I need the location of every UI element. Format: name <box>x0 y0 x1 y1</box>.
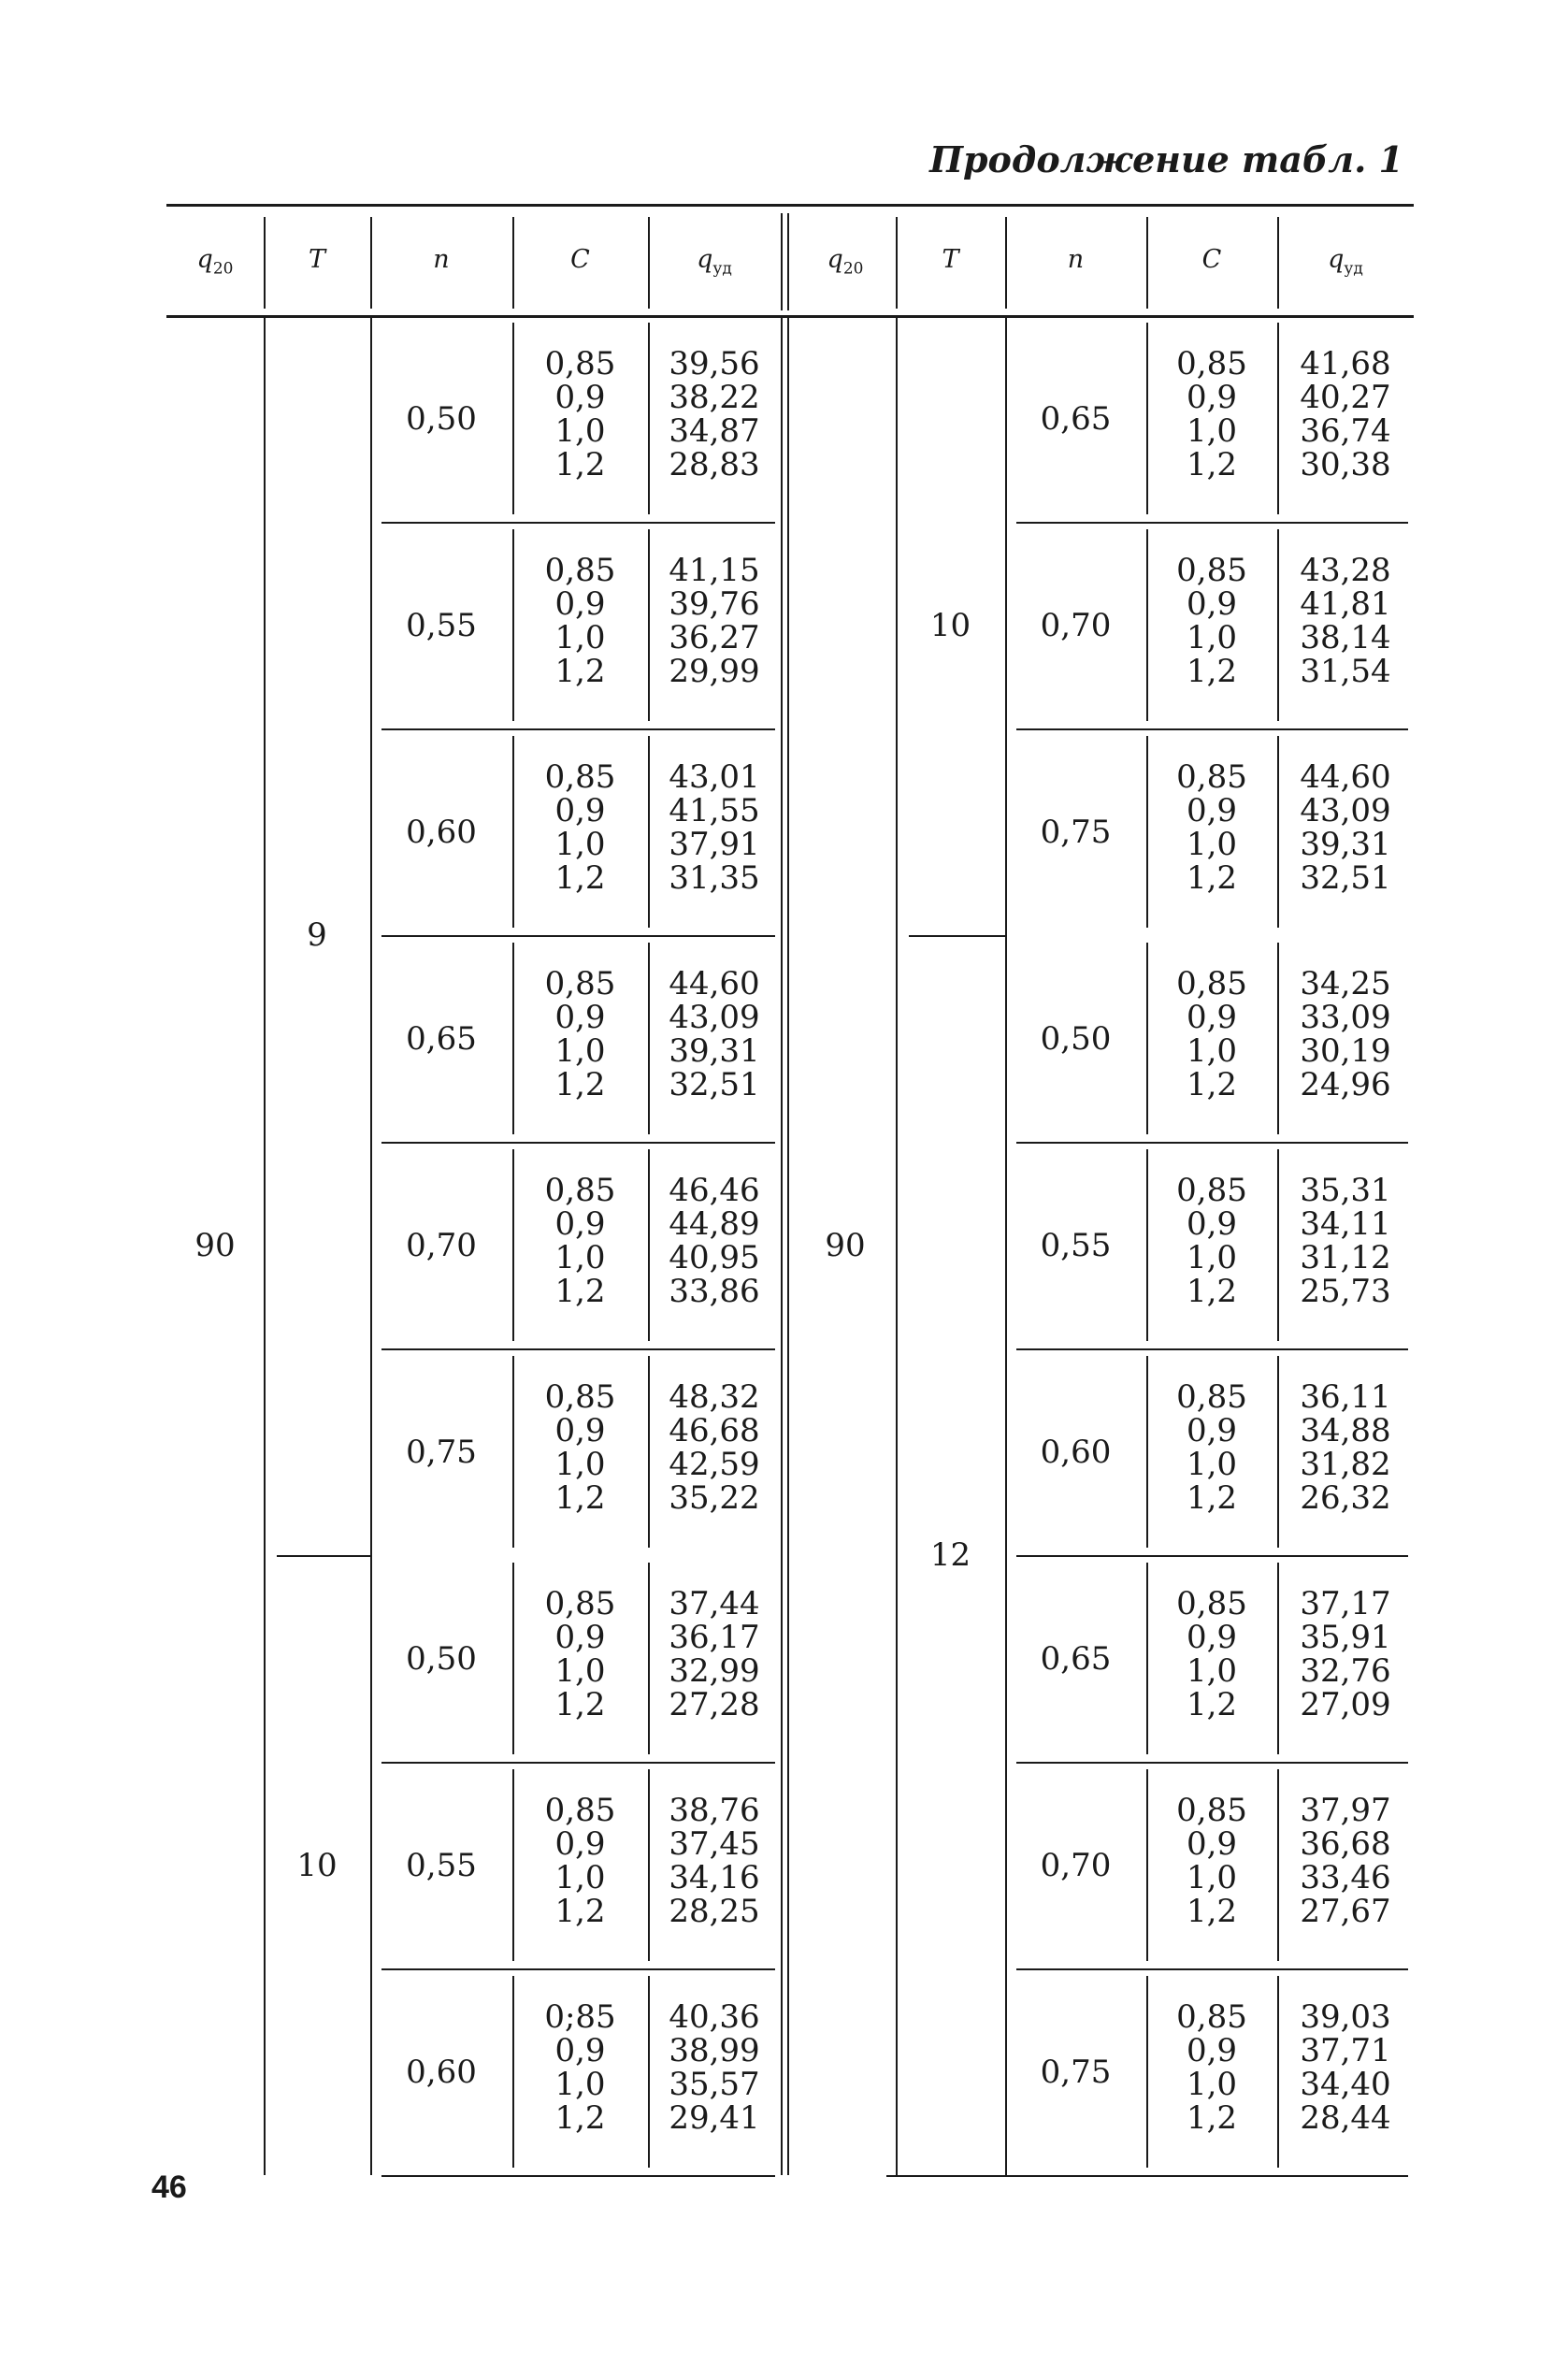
h-rule <box>381 1762 775 1764</box>
left-C-value: 0,85 <box>544 552 616 589</box>
left-C-value: 0,9 <box>554 1205 606 1243</box>
right-C-value: 1,2 <box>1186 1273 1238 1310</box>
right-C-value: 1,0 <box>1186 1446 1238 1483</box>
left-q-value: 35,57 <box>669 2066 760 2103</box>
left-q-value: 44,89 <box>669 1205 760 1243</box>
right-C-value: 1,0 <box>1186 412 1238 450</box>
left-C-value: 0,85 <box>544 758 616 796</box>
right-q-value: 37,97 <box>1300 1792 1391 1829</box>
right-C-value: 0,85 <box>1176 1585 1247 1622</box>
right-q-value: 37,17 <box>1300 1585 1391 1622</box>
right-header-T <box>896 245 1005 274</box>
right-header-qud-subscript: уд <box>1344 259 1363 279</box>
left-q-value: 31,35 <box>669 859 760 897</box>
left-header-C-symbol: C <box>570 245 590 274</box>
h-rule <box>381 1142 775 1144</box>
right-header-C <box>1146 245 1277 274</box>
h-rule <box>166 204 1414 207</box>
h-rule <box>909 935 1005 937</box>
left-C-value: 1,2 <box>554 1479 606 1517</box>
v-rule <box>781 213 783 310</box>
left-C-value: 1,2 <box>554 1893 606 1930</box>
right-q-value: 36,74 <box>1300 412 1391 450</box>
right-header-qud <box>1277 245 1414 278</box>
left-C-value: 0,9 <box>554 792 606 829</box>
right-q-value: 24,96 <box>1300 1066 1391 1103</box>
right-C-value: 0,9 <box>1186 1412 1238 1449</box>
left-q-value: 38,76 <box>669 1792 760 1829</box>
right-C-value: 0,85 <box>1176 345 1247 382</box>
left-n-value: 0,70 <box>406 1226 477 1264</box>
right-q-value: 31,12 <box>1300 1239 1391 1276</box>
h-rule <box>381 1968 775 1970</box>
left-header-n <box>370 245 512 274</box>
left-q-value: 38,99 <box>669 2032 760 2069</box>
right-n-value: 0,65 <box>1040 1639 1112 1678</box>
right-C-value: 0,9 <box>1186 792 1238 829</box>
right-q-value: 34,25 <box>1300 965 1391 1002</box>
left-q-value: 39,31 <box>669 1032 760 1070</box>
left-C-value: 1,2 <box>554 446 606 483</box>
left-q-value: 36,17 <box>669 1619 760 1656</box>
h-rule <box>1016 1968 1408 1970</box>
left-q-value: 35,22 <box>669 1479 760 1517</box>
left-T-value: 10 <box>296 1846 338 1884</box>
left-q-value: 48,32 <box>669 1378 760 1416</box>
right-C-value: 0,9 <box>1186 1825 1238 1863</box>
left-header-qud <box>648 245 781 278</box>
right-T-value: 10 <box>929 606 971 644</box>
right-C-value: 1,0 <box>1186 1239 1238 1276</box>
h-rule <box>886 2175 1408 2177</box>
left-header-q20 <box>166 245 264 278</box>
left-C-value: 0,9 <box>554 999 606 1036</box>
right-C-value: 1,2 <box>1186 859 1238 897</box>
left-n-value: 0,65 <box>406 1019 477 1058</box>
right-C-value: 0,9 <box>1186 999 1238 1036</box>
right-C-value: 1,0 <box>1186 619 1238 656</box>
left-q-value: 34,87 <box>669 412 760 450</box>
right-C-value: 1,2 <box>1186 1686 1238 1723</box>
right-C-value: 1,2 <box>1186 2099 1238 2137</box>
right-header-n <box>1005 245 1146 274</box>
right-n-value: 0,70 <box>1040 1846 1112 1884</box>
v-rule <box>787 315 789 2175</box>
left-n-value: 0,60 <box>406 2053 477 2091</box>
left-q-value: 38,22 <box>669 379 760 416</box>
right-q-value: 37,71 <box>1300 2032 1391 2069</box>
right-C-value: 0,85 <box>1176 1378 1247 1416</box>
left-q-value: 34,16 <box>669 1859 760 1896</box>
page-title: Продолжение табл. 1 <box>929 138 1403 180</box>
h-rule <box>381 2175 775 2177</box>
h-rule <box>381 1348 775 1350</box>
left-q-value: 37,44 <box>669 1585 760 1622</box>
left-C-value: 0,85 <box>544 1792 616 1829</box>
left-C-value: 0,85 <box>544 1378 616 1416</box>
right-C-value: 0,9 <box>1186 2032 1238 2069</box>
v-rule <box>1277 217 1279 309</box>
v-rule <box>264 315 266 2175</box>
v-rule <box>264 217 266 309</box>
v-rule <box>896 315 898 2175</box>
right-C-value: 1,0 <box>1186 2066 1238 2103</box>
left-q-value: 28,25 <box>669 1893 760 1930</box>
right-q-value: 43,09 <box>1300 792 1391 829</box>
right-q-value: 31,82 <box>1300 1446 1391 1483</box>
left-header-T <box>264 245 370 274</box>
left-C-value: 0,9 <box>554 379 606 416</box>
v-rule <box>787 213 789 310</box>
right-header-C-symbol: C <box>1201 245 1222 274</box>
page-number: 46 <box>151 2169 187 2205</box>
right-q-value: 40,27 <box>1300 379 1391 416</box>
left-C-value: 1,0 <box>554 1032 606 1070</box>
right-C-value: 0,85 <box>1176 965 1247 1002</box>
left-q-value: 44,60 <box>669 965 760 1002</box>
left-C-value: 1,2 <box>554 2099 606 2137</box>
right-C-value: 0,9 <box>1186 1205 1238 1243</box>
right-q-value: 36,68 <box>1300 1825 1391 1863</box>
left-q-value: 37,91 <box>669 826 760 863</box>
left-header-C <box>512 245 648 274</box>
h-rule <box>1016 728 1408 730</box>
left-header-q20-subscript: 20 <box>212 259 234 279</box>
right-n-value: 0,60 <box>1040 1433 1112 1471</box>
v-rule <box>781 315 783 2175</box>
left-C-value: 0,85 <box>544 965 616 1002</box>
right-q-value: 31,54 <box>1300 653 1391 690</box>
right-q-value: 43,28 <box>1300 552 1391 589</box>
left-C-value: 1,0 <box>554 2066 606 2103</box>
left-C-value: 0;85 <box>544 1998 616 2036</box>
left-C-value: 1,0 <box>554 412 606 450</box>
right-C-value: 1,0 <box>1186 1859 1238 1896</box>
left-C-value: 1,0 <box>554 1652 606 1690</box>
left-C-value: 1,0 <box>554 826 606 863</box>
right-q-value: 41,81 <box>1300 585 1391 623</box>
right-header-q20-symbol: q <box>827 245 843 274</box>
right-C-value: 1,2 <box>1186 653 1238 690</box>
left-n-value: 0,55 <box>406 606 477 644</box>
left-q-value: 29,41 <box>669 2099 760 2137</box>
h-rule <box>381 935 775 937</box>
left-C-value: 0,9 <box>554 1412 606 1449</box>
right-q-value: 38,14 <box>1300 619 1391 656</box>
left-q-value: 46,68 <box>669 1412 760 1449</box>
left-q-value: 39,56 <box>669 345 760 382</box>
right-C-value: 1,2 <box>1186 1066 1238 1103</box>
right-q-value: 27,09 <box>1300 1686 1391 1723</box>
left-C-value: 0,85 <box>544 345 616 382</box>
right-q-value: 30,38 <box>1300 446 1391 483</box>
h-rule <box>1016 522 1408 524</box>
right-q-value: 33,46 <box>1300 1859 1391 1896</box>
h-rule <box>1016 1348 1408 1350</box>
right-C-value: 1,0 <box>1186 1032 1238 1070</box>
left-C-value: 1,0 <box>554 619 606 656</box>
left-header-T-symbol: T <box>308 245 325 274</box>
v-rule <box>1005 217 1007 309</box>
right-n-value: 0,75 <box>1040 813 1112 851</box>
right-q-value: 41,68 <box>1300 345 1391 382</box>
h-rule <box>1016 1555 1408 1557</box>
left-C-value: 0,9 <box>554 585 606 623</box>
left-n-value: 0,55 <box>406 1846 477 1884</box>
left-q20-value: 90 <box>194 1226 236 1264</box>
left-q-value: 40,36 <box>669 1998 760 2036</box>
right-C-value: 0,85 <box>1176 1998 1247 2036</box>
right-q-value: 26,32 <box>1300 1479 1391 1517</box>
right-C-value: 1,0 <box>1186 1652 1238 1690</box>
right-q-value: 35,31 <box>1300 1172 1391 1209</box>
left-C-value: 0,9 <box>554 1825 606 1863</box>
v-rule <box>370 217 372 309</box>
h-rule <box>1016 1142 1408 1144</box>
left-q-value: 29,99 <box>669 653 760 690</box>
right-header-qud-symbol: q <box>1328 245 1345 274</box>
right-n-value: 0,65 <box>1040 399 1112 438</box>
left-C-value: 1,2 <box>554 1066 606 1103</box>
right-q-value: 36,11 <box>1300 1378 1391 1416</box>
left-q-value: 43,01 <box>669 758 760 796</box>
right-C-value: 0,85 <box>1176 552 1247 589</box>
left-C-value: 0,9 <box>554 1619 606 1656</box>
right-C-value: 0,85 <box>1176 1172 1247 1209</box>
left-q-value: 41,15 <box>669 552 760 589</box>
right-header-q20 <box>795 245 896 278</box>
right-C-value: 1,2 <box>1186 446 1238 483</box>
right-q-value: 44,60 <box>1300 758 1391 796</box>
left-q-value: 46,46 <box>669 1172 760 1209</box>
left-C-value: 1,2 <box>554 859 606 897</box>
v-rule <box>648 217 650 309</box>
right-q-value: 27,67 <box>1300 1893 1391 1930</box>
left-q-value: 33,86 <box>669 1273 760 1310</box>
right-header-n-symbol: n <box>1067 245 1085 274</box>
right-q-value: 39,31 <box>1300 826 1391 863</box>
left-header-qud-subscript: уд <box>712 259 732 279</box>
left-C-value: 0,85 <box>544 1585 616 1622</box>
right-n-value: 0,75 <box>1040 2053 1112 2091</box>
left-header-q20-symbol: q <box>196 245 213 274</box>
h-rule <box>277 1555 370 1557</box>
h-rule <box>381 522 775 524</box>
left-C-value: 0,85 <box>544 1172 616 1209</box>
left-n-value: 0,75 <box>406 1433 477 1471</box>
right-header-T-symbol: T <box>942 245 959 274</box>
left-q-value: 40,95 <box>669 1239 760 1276</box>
right-C-value: 0,85 <box>1176 758 1247 796</box>
right-header-q20-subscript: 20 <box>842 259 864 279</box>
left-C-value: 1,2 <box>554 1273 606 1310</box>
left-q-value: 39,76 <box>669 585 760 623</box>
left-q-value: 42,59 <box>669 1446 760 1483</box>
right-C-value: 0,9 <box>1186 1619 1238 1656</box>
h-rule <box>381 728 775 730</box>
right-n-value: 0,50 <box>1040 1019 1112 1058</box>
right-q-value: 34,11 <box>1300 1205 1391 1243</box>
left-n-value: 0,60 <box>406 813 477 851</box>
v-rule <box>896 217 898 309</box>
right-q-value: 34,40 <box>1300 2066 1391 2103</box>
left-header-n-symbol: n <box>433 245 450 274</box>
right-n-value: 0,55 <box>1040 1226 1112 1264</box>
left-header-qud-symbol: q <box>697 245 713 274</box>
right-n-value: 0,70 <box>1040 606 1112 644</box>
right-q-value: 25,73 <box>1300 1273 1391 1310</box>
right-q-value: 32,51 <box>1300 859 1391 897</box>
right-q20-value: 90 <box>825 1226 866 1264</box>
left-q-value: 27,28 <box>669 1686 760 1723</box>
right-q-value: 30,19 <box>1300 1032 1391 1070</box>
right-q-value: 35,91 <box>1300 1619 1391 1656</box>
left-q-value: 37,45 <box>669 1825 760 1863</box>
right-q-value: 28,44 <box>1300 2099 1391 2137</box>
left-q-value: 43,09 <box>669 999 760 1036</box>
right-C-value: 0,85 <box>1176 1792 1247 1829</box>
left-q-value: 36,27 <box>669 619 760 656</box>
right-T-value: 12 <box>929 1536 971 1574</box>
right-C-value: 0,9 <box>1186 379 1238 416</box>
right-C-value: 1,2 <box>1186 1479 1238 1517</box>
h-rule <box>166 315 1414 318</box>
right-C-value: 1,2 <box>1186 1893 1238 1930</box>
left-C-value: 1,0 <box>554 1446 606 1483</box>
right-C-value: 0,9 <box>1186 585 1238 623</box>
left-q-value: 32,51 <box>669 1066 760 1103</box>
left-q-value: 28,83 <box>669 446 760 483</box>
right-C-value: 1,0 <box>1186 826 1238 863</box>
right-q-value: 39,03 <box>1300 1998 1391 2036</box>
left-C-value: 1,2 <box>554 1686 606 1723</box>
left-C-value: 1,0 <box>554 1859 606 1896</box>
v-rule <box>1146 217 1148 309</box>
v-rule <box>512 217 514 309</box>
right-q-value: 33,09 <box>1300 999 1391 1036</box>
left-q-value: 32,99 <box>669 1652 760 1690</box>
left-n-value: 0,50 <box>406 399 477 438</box>
h-rule <box>1016 1762 1408 1764</box>
right-q-value: 34,88 <box>1300 1412 1391 1449</box>
left-n-value: 0,50 <box>406 1639 477 1678</box>
left-C-value: 1,0 <box>554 1239 606 1276</box>
right-q-value: 32,76 <box>1300 1652 1391 1690</box>
left-q-value: 41,55 <box>669 792 760 829</box>
left-T-value: 9 <box>307 916 327 954</box>
left-C-value: 1,2 <box>554 653 606 690</box>
left-C-value: 0,9 <box>554 2032 606 2069</box>
